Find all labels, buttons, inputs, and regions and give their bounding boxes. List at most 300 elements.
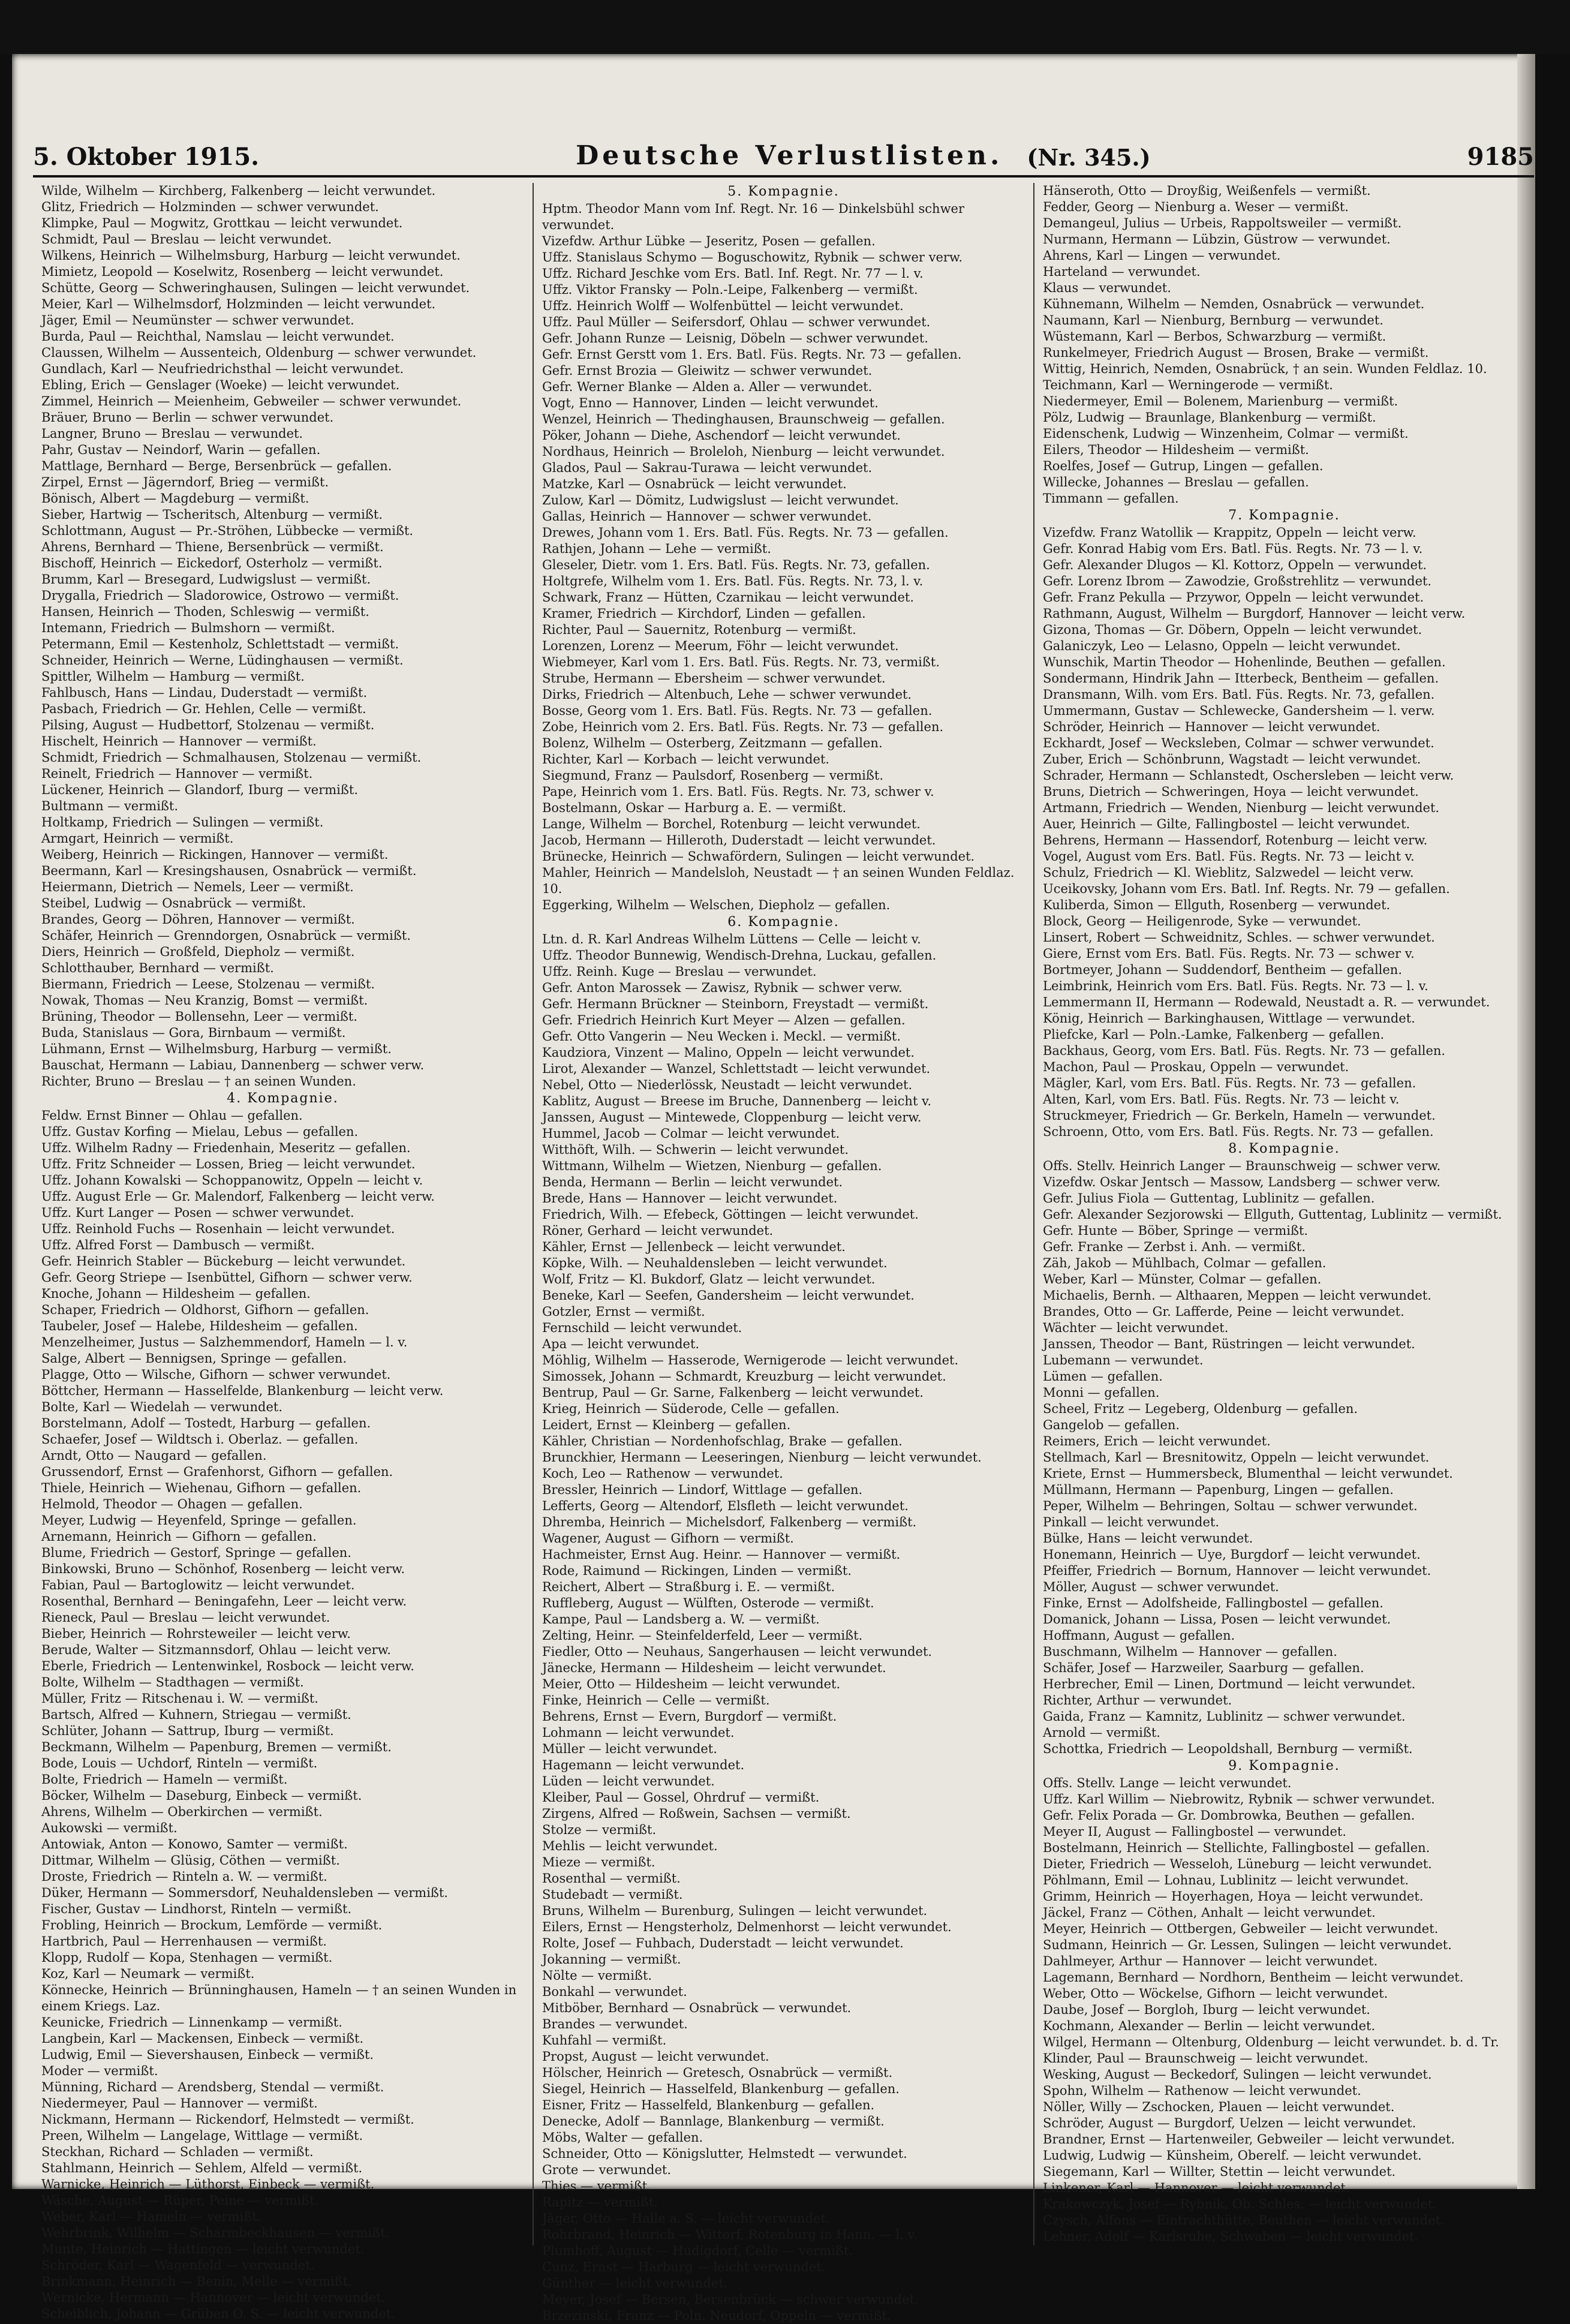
casualty-entry: Hoffmann, August — gefallen. bbox=[1043, 1628, 1235, 1643]
casualty-entry: Hummel, Jacob — Colmar — leicht verwundet. bbox=[542, 1126, 840, 1141]
casualty-entry: Grote — verwundet. bbox=[542, 2163, 672, 2177]
casualty-entry: Krakowczyk, Josef — Rybnik, Ob. Schles. — leicht verwundet. bbox=[1043, 2197, 1437, 2211]
casualty-entry: Aukowski — vermißt. bbox=[41, 1821, 178, 1835]
casualty-entry: Meyer, Heinrich — Ottbergen, Gebweiler — leicht verwundet. bbox=[1043, 1922, 1439, 1936]
casualty-entry: Janssen, Theodor — Bant, Rüstringen — leicht verwundet. bbox=[1043, 1337, 1415, 1351]
casualty-entry: Schröder, Karl — Wagenfeld — verwundet. bbox=[41, 2258, 315, 2272]
casualty-entry: Hansen, Heinrich — Thoden, Schleswig — vermißt. bbox=[41, 605, 369, 619]
header-rule bbox=[33, 175, 1534, 178]
casualty-entry: Eisner, Fritz — Hasselfeld, Blankenburg — gefallen. bbox=[542, 2098, 875, 2112]
casualty-entry: Bolenz, Wilhelm — Osterberg, Zeitzmann — gefallen. bbox=[542, 736, 883, 750]
casualty-entry: Kleiber, Paul — Gossel, Ohrdruf — vermißt. bbox=[542, 1790, 820, 1805]
casualty-entry: Glados, Paul — Sakrau-Turawa — leicht verwundet. bbox=[542, 461, 873, 475]
casualty-entry: Koz, Karl — Neumark — vermißt. bbox=[41, 1967, 255, 1981]
casualty-entry: Kuhfahl — vermißt. bbox=[542, 2033, 667, 2048]
casualty-entry: Matzke, Karl — Osnabrück — leicht verwundet. bbox=[542, 477, 847, 491]
casualty-entry: Nölte — vermißt. bbox=[542, 1968, 652, 1983]
casualty-entry: Mägler, Karl, vom Ers. Batl. Füs. Regts. Nr. 73 — gefallen. bbox=[1043, 1076, 1416, 1090]
casualty-entry: Bülke, Hans — leicht verwundet. bbox=[1043, 1531, 1253, 1546]
casualty-entry: Munte, Heinrich — Hattingen — leicht verwundet. bbox=[41, 2242, 365, 2256]
casualty-entry: Vizefdw. Oskar Jentsch — Massow, Landsberg — schwer verw. bbox=[1043, 1175, 1440, 1189]
casualty-entry: Hänseroth, Otto — Droyßig, Weißenfels — vermißt. bbox=[1043, 184, 1371, 198]
casualty-entry: Schlottmann, August — Pr.-Ströhen, Lübbecke — vermißt. bbox=[41, 524, 414, 538]
casualty-entry: Scheel, Fritz — Legeberg, Oldenburg — gefallen. bbox=[1043, 1402, 1358, 1416]
casualty-entry: Pilsing, August — Hudbettorf, Stolzenau — vermißt. bbox=[41, 718, 375, 732]
casualty-entry: Brüning, Theodor — Bollensehn, Leer — vermißt. bbox=[41, 1009, 357, 1024]
casualty-entry: Steibel, Ludwig — Osnabrück — vermißt. bbox=[41, 896, 306, 910]
casualty-entry: Strube, Hermann — Ebersheim — schwer verwundet. bbox=[542, 671, 886, 686]
casualty-entry: Dirks, Friedrich — Altenbuch, Lehe — schwer verwundet. bbox=[542, 687, 912, 702]
casualty-entry: Eilers, Theodor — Hildesheim — vermißt. bbox=[1043, 443, 1309, 457]
casualty-entry: Siegmund, Franz — Paulsdorf, Rosenberg — vermißt. bbox=[542, 768, 884, 783]
casualty-entry: Vogel, August vom Ers. Batl. Füs. Regts. Nr. 73 — leicht v. bbox=[1043, 849, 1415, 864]
casualty-entry: Nöller, Willy — Zschocken, Plauen — leicht verwundet. bbox=[1043, 2100, 1395, 2114]
casualty-entry: Schneider, Otto — Königslutter, Helmstedt — verwundet. bbox=[542, 2146, 907, 2161]
casualty-entry: Ahrens, Wilhelm — Oberkirchen — vermißt. bbox=[41, 1805, 323, 1819]
casualty-entry: Gefr. Konrad Habig vom Ers. Batl. Füs. Regts. Nr. 73 — l. v. bbox=[1043, 542, 1423, 556]
casualty-entry: Schröder, August — Burgdorf, Uelzen — leicht verwundet. bbox=[1043, 2116, 1416, 2130]
casualty-entry: Spohn, Wilhelm — Rathenow — leicht verwundet. bbox=[1043, 2084, 1361, 2098]
casualty-entry: Offs. Stellv. Lange — leicht verwundet. bbox=[1043, 1776, 1292, 1790]
casualty-entry: Kochmann, Alexander — Berlin — leicht verwundet. bbox=[1043, 2019, 1376, 2033]
casualty-entry: Holtkamp, Friedrich — Sulingen — vermißt. bbox=[41, 815, 324, 829]
casualty-entry: Feldw. Ernst Binner — Ohlau — gefallen. bbox=[41, 1108, 303, 1123]
casualty-entry: Vizefdw. Franz Watollik — Krappitz, Oppeln — leicht verw. bbox=[1043, 525, 1416, 540]
casualty-entry: Lagemann, Bernhard — Nordhorn, Bentheim — leicht verwundet. bbox=[1043, 1970, 1464, 1985]
casualty-entry: Schulz, Friedrich — Kl. Wieblitz, Salzwedel — leicht verw. bbox=[1043, 865, 1414, 880]
casualty-entry: Meier, Otto — Hildesheim — leicht verwundet. bbox=[542, 1677, 841, 1691]
casualty-entry: Weiberg, Heinrich — Rickingen, Hannover — vermißt. bbox=[41, 847, 389, 862]
casualty-entry: Stahlmann, Heinrich — Sehlem, Alfeld — vermißt. bbox=[41, 2161, 363, 2175]
casualty-entry: Schütte, Georg — Schweringhausen, Sulingen — leicht verwundet. bbox=[41, 281, 470, 295]
casualty-entry: Schaper, Friedrich — Oldhorst, Gifhorn — gefallen. bbox=[41, 1303, 369, 1317]
casualty-entry: Wilde, Wilhelm — Kirchberg, Falkenberg — leicht verwundet. bbox=[41, 184, 436, 198]
casualty-entry: Gefr. Werner Blanke — Alden a. Aller — verwundet. bbox=[542, 380, 873, 394]
casualty-entry: Brünecke, Heinrich — Schwafördern, Sulingen — leicht verwundet. bbox=[542, 849, 975, 864]
casualty-entry: Struckmeyer, Friedrich — Gr. Berkeln, Hameln — verwundet. bbox=[1043, 1108, 1436, 1123]
casualty-entry: Menzelheimer, Justus — Salzhemmendorf, Hameln — l. v. bbox=[41, 1335, 408, 1349]
casualty-entry: Holtgrefe, Wilhelm vom 1. Ers. Batl. Füs. Regts. Nr. 73, l. v. bbox=[542, 574, 924, 588]
casualty-entry: Richter, Paul — Sauernitz, Rotenburg — vermißt. bbox=[542, 623, 856, 637]
casualty-columns bbox=[33, 183, 1534, 2323]
casualty-entry: Armgart, Heinrich — vermißt. bbox=[41, 831, 234, 846]
casualty-entry: Drygalla, Friedrich — Sladorowice, Ostrowo — vermißt. bbox=[41, 588, 399, 603]
casualty-entry: Uffz. Karl Willim — Niebrowitz, Rybnik — schwer verwundet. bbox=[1043, 1792, 1435, 1806]
casualty-entry: Behrens, Hermann — Hassendorf, Rotenburg — leicht verw. bbox=[1043, 833, 1428, 847]
casualty-entry: Rieneck, Paul — Breslau — leicht verwundet. bbox=[41, 1610, 330, 1625]
casualty-entry: Klinder, Paul — Braunschweig — leicht verwundet. bbox=[1043, 2051, 1369, 2066]
casualty-entry: Keunicke, Friedrich — Linnenkamp — vermißt. bbox=[41, 2015, 342, 2030]
casualty-entry: Scheiblich, Johann — Grüben O. S. — leicht verwundet. bbox=[41, 2307, 395, 2321]
casualty-entry: Mitböber, Bernhard — Osnabrück — verwundet. bbox=[542, 2001, 852, 2015]
casualty-entry: Apa — leicht verwundet. bbox=[542, 1337, 700, 1351]
casualty-entry: Gefr. Alexander Dlugos — Kl. Kottorz, Oppeln — verwundet. bbox=[1043, 558, 1427, 572]
casualty-entry: Daube, Josef — Borgloh, Iburg — leicht verwundet. bbox=[1043, 2003, 1370, 2017]
issue-number: (Nr. 345.) bbox=[1027, 144, 1151, 171]
casualty-entry: Kramer, Friedrich — Kirchdorf, Linden — gefallen. bbox=[542, 606, 866, 621]
casualty-entry: Stellmach, Karl — Bresnitowitz, Oppeln — leicht verwundet. bbox=[1043, 1450, 1430, 1465]
casualty-entry: Lehner, Adolf — Karlsruhe, Schwaben — leicht verwundet. bbox=[1043, 2229, 1419, 2244]
casualty-entry: Kähler, Christian — Nordenhofschlag, Brake — gefallen. bbox=[542, 1434, 903, 1448]
casualty-entry: Arnold — vermißt. bbox=[1043, 1725, 1160, 1740]
casualty-entry: Sondermann, Hindrik Jahn — Itterbeck, Bentheim — gefallen. bbox=[1043, 671, 1439, 686]
casualty-entry: Richter, Bruno — Breslau — † an seinen Wunden. bbox=[41, 1074, 356, 1089]
casualty-entry: Gefr. Felix Porada — Gr. Dombrowka, Beuthen — gefallen. bbox=[1043, 1808, 1415, 1823]
casualty-entry: Finke, Ernst — Adolfsheide, Fallingbostel — gefallen. bbox=[1043, 1596, 1383, 1610]
casualty-entry: Backhaus, Georg, vom Ers. Batl. Füs. Regts. Nr. 73 — gefallen. bbox=[1043, 1044, 1446, 1058]
casualty-entry: Hartbrich, Paul — Herrenhausen — vermißt. bbox=[41, 1934, 327, 1949]
casualty-entry: Köpke, Wilh. — Neuhaldensleben — leicht verwundet. bbox=[542, 1256, 888, 1270]
casualty-entry: Zobe, Heinrich vom 2. Ers. Batl. Füs. Regts. Nr. 73 — gefallen. bbox=[542, 720, 944, 734]
company-heading: 9. Kompagnie. bbox=[1228, 1758, 1340, 1773]
casualty-entry: Dahlmeyer, Arthur — Hannover — leicht verwundet. bbox=[1043, 1954, 1378, 1968]
casualty-entry: Kähler, Ernst — Jellenbeck — leicht verwundet. bbox=[542, 1240, 846, 1254]
casualty-entry: Ummermann, Gustav — Schlewecke, Gandersheim — l. verw. bbox=[1043, 703, 1435, 718]
casualty-entry: Honemann, Heinrich — Uye, Burgdorf — leicht verwundet. bbox=[1043, 1547, 1421, 1562]
casualty-entry: Mahler, Heinrich — Mandelsloh, Neustadt — † an seinen Wunden Feldlaz. 10. bbox=[542, 865, 1015, 896]
casualty-entry: Eilers, Ernst — Hengsterholz, Delmenhorst — leicht verwundet. bbox=[542, 1920, 952, 1934]
casualty-entry: Brunckhier, Hermann — Leeseringen, Nienburg — leicht verwundet. bbox=[542, 1450, 982, 1465]
company-heading: 5. Kompagnie. bbox=[727, 184, 840, 199]
casualty-entry: Steckhan, Richard — Schladen — vermißt. bbox=[41, 2145, 314, 2159]
casualty-entry: Spittler, Wilhelm — Hamburg — vermißt. bbox=[41, 669, 305, 684]
casualty-entry: Teichmann, Karl — Werningerode — vermißt. bbox=[1043, 378, 1333, 392]
company-heading: 7. Kompagnie. bbox=[1228, 508, 1340, 523]
casualty-entry: Naumann, Karl — Nienburg, Bernburg — verwundet. bbox=[1043, 313, 1383, 327]
casualty-entry: Grussendorf, Ernst — Grafenhorst, Gifhorn — gefallen. bbox=[41, 1465, 393, 1479]
casualty-entry: Uffz. August Erle — Gr. Malendorf, Falkenberg — leicht verw. bbox=[41, 1189, 435, 1204]
casualty-entry: Wiebmeyer, Karl vom 1. Ers. Batl. Füs. Regts. Nr. 73, vermißt. bbox=[542, 655, 940, 669]
casualty-entry: Arnemann, Heinrich — Gifhorn — gefallen. bbox=[41, 1529, 317, 1544]
casualty-entry: Jacob, Hermann — Hilleroth, Duderstadt — leicht verwundet. bbox=[542, 833, 936, 847]
casualty-entry: Behrens, Ernst — Evern, Burgdorf — vermißt. bbox=[542, 1709, 837, 1724]
casualty-entry: Gizona, Thomas — Gr. Döbern, Oppeln — leicht verwundet. bbox=[1043, 623, 1422, 637]
page-number: 9185 bbox=[1467, 143, 1534, 171]
page-header bbox=[33, 129, 1534, 171]
casualty-entry: Claussen, Wilhelm — Aussenteich, Oldenburg — schwer verwundet. bbox=[41, 345, 477, 360]
casualty-entry: Brandes, Georg — Döhren, Hannover — vermißt. bbox=[41, 912, 355, 927]
casualty-entry: Dieter, Friedrich — Wesseloh, Lüneburg — leicht verwundet. bbox=[1043, 1857, 1432, 1871]
casualty-entry: Bolte, Wilhelm — Stadthagen — vermißt. bbox=[41, 1675, 304, 1689]
casualty-entry: Friedrich, Wilh. — Efebeck, Göttingen — leicht verwundet. bbox=[542, 1207, 919, 1222]
casualty-entry: Gefr. Georg Striepe — Isenbüttel, Gifhorn — schwer verw. bbox=[41, 1270, 413, 1285]
casualty-entry: Möller, August — schwer verwundet. bbox=[1043, 1580, 1279, 1594]
casualty-entry: Schlotthauber, Bernhard — vermißt. bbox=[41, 961, 274, 975]
casualty-entry: Fahlbusch, Hans — Lindau, Duderstadt — vermißt. bbox=[41, 686, 368, 700]
casualty-entry: Willecke, Johannes — Breslau — gefallen. bbox=[1043, 475, 1309, 489]
casualty-entry: Bostelmann, Heinrich — Stellichte, Fallingbostel — gefallen. bbox=[1043, 1841, 1430, 1855]
casualty-entry: Bultmann — vermißt. bbox=[41, 799, 179, 813]
casualty-entry: Artmann, Friedrich — Wenden, Nienburg — leicht verwundet. bbox=[1043, 801, 1440, 815]
casualty-entry: König, Heinrich — Barkinghausen, Wittlage — verwundet. bbox=[1043, 1011, 1415, 1026]
casualty-entry: Langner, Bruno — Breslau — verwundet. bbox=[41, 426, 303, 441]
casualty-entry: Bönisch, Albert — Magdeburg — vermißt. bbox=[41, 491, 309, 506]
casualty-entry: Wunschik, Martin Theodor — Hohenlinde, Beuthen — gefallen. bbox=[1043, 655, 1446, 669]
casualty-entry: Rohrbrand, Heinrich — Wittorf, Rotenburg in Hann. — l. v. bbox=[542, 2227, 918, 2242]
casualty-entry: Uffz. Richard Jeschke vom Ers. Batl. Inf. Regt. Nr. 77 — l. v. bbox=[542, 266, 924, 281]
casualty-entry: Gotzler, Ernst — vermißt. bbox=[542, 1304, 705, 1319]
casualty-entry: Diers, Heinrich — Großfeld, Diepholz — vermißt. bbox=[41, 945, 355, 959]
casualty-entry: Harteland — verwundet. bbox=[1043, 264, 1201, 279]
casualty-entry: Meyer II, August — Fallingbostel — verwundet. bbox=[1043, 1824, 1347, 1839]
casualty-entry: Gefr. Anton Marossek — Zawisz, Rybnik — schwer verw. bbox=[542, 981, 903, 995]
casualty-entry: Dittmar, Wilhelm — Glüsig, Cöthen — vermißt. bbox=[41, 1853, 340, 1868]
casualty-entry: Zulow, Karl — Dömitz, Ludwigslust — leicht verwundet. bbox=[542, 493, 899, 507]
casualty-entry: Müller — leicht verwundet. bbox=[542, 1742, 717, 1756]
casualty-entry: Pöhlmann, Emil — Lohnau, Lublinitz — leicht verwundet. bbox=[1043, 1873, 1409, 1887]
casualty-entry: Linsert, Robert — Schweidnitz, Schles. — schwer verwundet. bbox=[1043, 930, 1435, 945]
casualty-entry: Pöker, Johann — Diehe, Aschendorf — leicht verwundet. bbox=[542, 428, 901, 443]
casualty-entry: Gleseler, Dietr. vom 1. Ers. Batl. Füs. Regts. Nr. 73, gefallen. bbox=[542, 558, 930, 572]
casualty-entry: Michaelis, Bernh. — Althaaren, Meppen — leicht verwundet. bbox=[1043, 1288, 1431, 1303]
casualty-entry: Bolte, Karl — Wiedelah — verwundet. bbox=[41, 1400, 283, 1414]
casualty-entry: Alten, Karl, vom Ers. Batl. Füs. Regts. Nr. 73 — leicht v. bbox=[1043, 1092, 1400, 1107]
casualty-entry: Ahrens, Bernhard — Thiene, Bersenbrück — vermißt. bbox=[41, 540, 384, 554]
casualty-entry: Beermann, Karl — Kresingshausen, Osnabrück — vermißt. bbox=[41, 864, 417, 878]
casualty-entry: Ltn. d. R. Karl Andreas Wilhelm Lüttens — Celle — leicht v. bbox=[542, 932, 921, 946]
casualty-entry: Herbrecher, Emil — Linen, Dortmund — leicht verwundet. bbox=[1043, 1677, 1416, 1691]
casualty-entry: Bartsch, Alfred — Kuhnern, Striegau — vermißt. bbox=[41, 1707, 351, 1722]
casualty-entry: Rathmann, August, Wilhelm — Burgdorf, Hannover — leicht verw. bbox=[1043, 606, 1466, 621]
casualty-entry: Wäsche, August — Rüper, Peine — vermißt. bbox=[41, 2193, 319, 2208]
casualty-entry: Monni — gefallen. bbox=[1043, 1385, 1160, 1400]
casualty-entry: Intemann, Friedrich — Bulmshorn — vermißt. bbox=[41, 621, 335, 635]
casualty-entry: Burda, Paul — Reichthal, Namslau — leicht verwundet. bbox=[41, 329, 395, 344]
casualty-entry: Bonkahl — verwundet. bbox=[542, 1985, 687, 1999]
casualty-entry: Beneke, Karl — Seefen, Gandersheim — leicht verwundet. bbox=[542, 1288, 915, 1303]
casualty-entry: Wagener, August — Gifhorn — vermißt. bbox=[542, 1531, 794, 1546]
casualty-entry: Linkener, Karl — Hannover — leicht verwundet. bbox=[1043, 2181, 1350, 2195]
casualty-entry: Günther — leicht verwundet. bbox=[542, 2276, 728, 2290]
company-heading: 6. Kompagnie. bbox=[727, 915, 840, 930]
casualty-entry: Bentrup, Paul — Gr. Sarne, Falkenberg — leicht verwundet. bbox=[542, 1385, 924, 1400]
casualty-entry: Richter, Arthur — verwundet. bbox=[1043, 1693, 1232, 1707]
casualty-entry: Jokanning — vermißt. bbox=[542, 1952, 681, 1967]
casualty-entry: Krieg, Heinrich — Süderode, Celle — gefallen. bbox=[542, 1402, 840, 1416]
casualty-entry: Schrader, Hermann — Schlanstedt, Oschersleben — leicht verw. bbox=[1043, 768, 1454, 783]
casualty-entry: Berude, Walter — Sitzmannsdorf, Ohlau — leicht verw. bbox=[41, 1643, 391, 1657]
casualty-entry: Schwark, Franz — Hütten, Czarnikau — leicht verwundet. bbox=[542, 590, 915, 605]
casualty-entry: Helmold, Theodor — Ohagen — gefallen. bbox=[41, 1497, 303, 1511]
casualty-entry: Sieber, Hartwig — Tscheritsch, Altenburg — vermißt. bbox=[41, 507, 383, 522]
casualty-entry: Niedermeyer, Emil — Bolenem, Marienburg — vermißt. bbox=[1043, 394, 1398, 408]
casualty-entry: Könnecke, Heinrich — Brünninghausen, Hameln — † an seinen Wunden in einem Kriegs. Laz. bbox=[41, 1983, 517, 2013]
casualty-entry: Pölz, Ludwig — Braunlage, Blankenburg — vermißt. bbox=[1043, 410, 1376, 425]
casualty-entry: Weber, Otto — Wöckelse, Gifhorn — leicht verwundet. bbox=[1043, 1986, 1388, 2001]
casualty-entry: Brzezinski, Franz — Poln. Neudorf, Oppeln — vermißt. bbox=[542, 2308, 891, 2323]
casualty-entry: Droste, Friedrich — Rinteln a. W. — vermißt. bbox=[41, 1869, 327, 1884]
casualty-entry: Rapitz — vermißt. bbox=[542, 2195, 658, 2209]
casualty-entry: Cunz, Ernst — Harburg — leicht verwundet. bbox=[542, 2260, 826, 2274]
casualty-entry: Reimers, Erich — leicht verwundet. bbox=[1043, 1434, 1271, 1448]
casualty-entry: Böttcher, Hermann — Hasselfelde, Blankenburg — leicht verw. bbox=[41, 1384, 444, 1398]
casualty-entry: Müllmann, Hermann — Papenburg, Lingen — gefallen. bbox=[1043, 1483, 1394, 1497]
casualty-entry: Münning, Richard — Arendsberg, Stendal — vermißt. bbox=[41, 2080, 384, 2094]
casualty-entry: Offs. Stellv. Heinrich Langer — Braunschweig — schwer verw. bbox=[1043, 1159, 1441, 1173]
casualty-entry: Möhlig, Wilhelm — Hasserode, Wernigerode — leicht verwundet. bbox=[542, 1353, 959, 1367]
casualty-entry: Thies — vermißt. bbox=[542, 2179, 651, 2193]
casualty-entry: Schroenn, Otto, vom Ers. Batl. Füs. Regts. Nr. 73 — gefallen. bbox=[1043, 1125, 1434, 1139]
casualty-entry: Grimm, Heinrich — Hoyerhagen, Hoya — leicht verwundet. bbox=[1043, 1889, 1424, 1904]
casualty-entry: Dransmann, Wilh. vom Ers. Batl. Füs. Regts. Nr. 73, gefallen. bbox=[1043, 687, 1435, 702]
casualty-entry: Schröder, Heinrich — Hannover — leicht verwundet. bbox=[1043, 720, 1380, 734]
casualty-entry: Gaida, Franz — Kamnitz, Lublinitz — schwer verwundet. bbox=[1043, 1709, 1406, 1724]
casualty-entry: Jäger, Emil — Neumünster — schwer verwundet. bbox=[41, 313, 354, 327]
casualty-entry: Peper, Wilhelm — Behringen, Soltau — schwer verwundet. bbox=[1043, 1499, 1418, 1513]
casualty-entry: Schmidt, Friedrich — Schmalhausen, Stolzenau — vermißt. bbox=[41, 750, 422, 765]
casualty-entry: Bruns, Dietrich — Schweringen, Hoya — leicht verwundet. bbox=[1043, 784, 1419, 799]
casualty-entry: Klimpke, Paul — Mogwitz, Grottkau — leicht verwundet. bbox=[41, 216, 403, 230]
casualty-entry: Lange, Wilhelm — Borchel, Rotenburg — leicht verwundet. bbox=[542, 817, 921, 831]
casualty-entry: Plagge, Otto — Wilsche, Gifhorn — schwer verwundet. bbox=[41, 1367, 391, 1382]
header-center bbox=[576, 140, 1150, 171]
casualty-entry: Böcker, Wilhelm — Daseburg, Einbeck — vermißt. bbox=[41, 1788, 362, 1803]
casualty-entry: Wittmann, Wilhelm — Wietzen, Nienburg — gefallen. bbox=[542, 1159, 882, 1173]
casualty-entry: Gefr. Heinrich Stabler — Bückeburg — leicht verwundet. bbox=[41, 1254, 406, 1268]
casualty-entry: Block, Georg — Heiligenrode, Syke — verwundet. bbox=[1043, 914, 1361, 928]
casualty-entry: Ahrens, Karl — Lingen — verwundet. bbox=[1043, 248, 1281, 263]
company-heading: 4. Kompagnie. bbox=[227, 1091, 339, 1106]
casualty-entry: Ludwig, Emil — Sievershausen, Einbeck — vermißt. bbox=[41, 2048, 374, 2062]
casualty-entry: Frobling, Heinrich — Brockum, Lemförde — vermißt. bbox=[41, 1918, 383, 1932]
casualty-entry: Lemmermann II, Hermann — Rodewald, Neustadt a. R. — verwundet. bbox=[1043, 995, 1490, 1009]
casualty-entry: Czysch, Alfons — Eintrachthütte, Beuthen — leicht verwundet. bbox=[1043, 2213, 1445, 2227]
casualty-entry: Taubeler, Josef — Halebe, Hildesheim — gefallen. bbox=[41, 1319, 358, 1333]
casualty-entry: Gefr. Johann Runze — Leisnig, Döbeln — schwer verwundet. bbox=[542, 331, 928, 345]
casualty-entry: Wilkens, Heinrich — Wilhelmsburg, Harburg — leicht verwundet. bbox=[41, 248, 461, 263]
casualty-entry: Brandes, Otto — Gr. Lafferde, Peine — leicht verwundet. bbox=[1043, 1304, 1404, 1319]
casualty-entry: Jäger, Otto — Halle a. S. — leicht verwundet. bbox=[542, 2211, 830, 2226]
casualty-entry: Schäfer, Heinrich — Grenndorgen, Osnabrück — vermißt. bbox=[41, 928, 411, 943]
casualty-entry: Meier, Karl — Wilhelmsdorf, Holzminden — leicht verwundet. bbox=[41, 297, 436, 311]
casualty-entry: Uffz. Heinrich Wolff — Wolfenbüttel — leicht verwundet. bbox=[542, 299, 904, 313]
casualty-entry: Gefr. Otto Vangerin — Neu Wecken i. Meckl. — vermißt. bbox=[542, 1029, 901, 1044]
casualty-entry: Hptm. Theodor Mann vom Inf. Regt. Nr. 16 — Dinkelsbühl schwer verwundet. bbox=[542, 202, 965, 232]
casualty-entry: Wolf, Fritz — Kl. Bukdorf, Glatz — leicht verwundet. bbox=[542, 1272, 876, 1286]
casualty-entry: Pahr, Gustav — Neindorf, Warin — gefallen. bbox=[41, 443, 321, 457]
company-heading: 8. Kompagnie. bbox=[1228, 1141, 1340, 1156]
casualty-entry: Bauschat, Hermann — Labiau, Dannenberg — schwer verw. bbox=[41, 1058, 425, 1072]
casualty-entry: Dhremba, Heinrich — Michelsdorf, Falkenberg — vermißt. bbox=[542, 1515, 917, 1529]
casualty-entry: Wilgel, Hermann — Oltenburg, Oldenburg — leicht verwundet. b. d. Tr. bbox=[1043, 2035, 1499, 2049]
casualty-entry: Benda, Hermann — Berlin — leicht verwundet. bbox=[542, 1175, 843, 1189]
casualty-entry: Biermann, Friedrich — Leese, Stolzenau — vermißt. bbox=[41, 977, 375, 991]
casualty-entry: Zäh, Jakob — Mühlbach, Colmar — gefallen. bbox=[1043, 1256, 1327, 1270]
casualty-entry: Uffz. Reinhold Fuchs — Rosenhain — leicht verwundet. bbox=[41, 1222, 395, 1236]
casualty-entry: Gefr. Lorenz Ibrom — Zawodzie, Großstrehlitz — verwundet. bbox=[1043, 574, 1432, 588]
casualty-entry: Rolte, Josef — Fuhbach, Duderstadt — leicht verwundet. bbox=[542, 1936, 904, 1950]
casualty-entry: Lohmann — leicht verwundet. bbox=[542, 1725, 735, 1740]
casualty-entry: Gefr. Alexander Sezjorowski — Ellguth, Guttentag, Lublinitz — vermißt. bbox=[1043, 1207, 1502, 1222]
casualty-entry: Beckmann, Wilhelm — Papenburg, Bremen — vermißt. bbox=[41, 1740, 392, 1754]
casualty-entry: Pape, Heinrich vom 1. Ers. Batl. Füs. Regts. Nr. 73, schwer v. bbox=[542, 784, 934, 799]
casualty-entry: Buda, Stanislaus — Gora, Birnbaum — vermißt. bbox=[41, 1026, 346, 1040]
casualty-entry: Studebadt — vermißt. bbox=[542, 1887, 683, 1902]
casualty-entry: Nickmann, Hermann — Rickendorf, Helmstedt — vermißt. bbox=[41, 2112, 414, 2127]
casualty-entry: Fischer, Gustav — Lindhorst, Rinteln — vermißt. bbox=[41, 1902, 352, 1916]
casualty-entry: Richter, Karl — Korbach — leicht verwundet. bbox=[542, 752, 830, 766]
casualty-entry: Wehrbrink, Wilhelm — Scharmbeckhausen — vermißt. bbox=[41, 2226, 390, 2240]
casualty-entry: Propst, August — leicht verwundet. bbox=[542, 2049, 769, 2064]
column-3 bbox=[1034, 183, 1534, 2245]
casualty-entry: Klaus — verwundet. bbox=[1043, 281, 1171, 295]
casualty-entry: Kühnemann, Wilhelm — Nemden, Osnabrück — verwundet. bbox=[1043, 297, 1425, 311]
casualty-entry: Lümen — gefallen. bbox=[1043, 1369, 1163, 1384]
casualty-entry: Gangelob — gefallen. bbox=[1043, 1418, 1180, 1432]
casualty-entry: Lorenzen, Lorenz — Meerum, Föhr — leicht verwundet. bbox=[542, 639, 899, 653]
casualty-entry: Uffz. Theodor Bunnewig, Wendisch-Drehna, Luckau, gefallen. bbox=[542, 948, 937, 963]
casualty-entry: Schaefer, Josef — Wildtsch i. Oberlaz. — gefallen. bbox=[41, 1432, 359, 1447]
casualty-entry: Salge, Albert — Bennigsen, Springe — gefallen. bbox=[41, 1351, 347, 1366]
casualty-entry: Domanick, Johann — Lissa, Posen — leicht verwundet. bbox=[1043, 1612, 1391, 1627]
casualty-entry: Gefr. Ernst Gerstt vom 1. Ers. Batl. Füs. Regts. Nr. 73 — gefallen. bbox=[542, 347, 962, 362]
casualty-entry: Eckhardt, Josef — Wecksleben, Colmar — schwer verwundet. bbox=[1043, 736, 1434, 750]
casualty-entry: Schäfer, Josef — Harzweiler, Saarburg — gefallen. bbox=[1043, 1661, 1364, 1675]
casualty-entry: Ludwig, Ludwig — Künsheim, Oberelf. — leicht verwundet. bbox=[1043, 2148, 1422, 2163]
casualty-entry: Wüstemann, Karl — Berbos, Schwarzburg — vermißt. bbox=[1043, 329, 1386, 344]
casualty-entry: Bruns, Wilhelm — Burenburg, Sulingen — leicht verwundet. bbox=[542, 1904, 928, 1918]
casualty-entry: Ruffleberg, August — Wülften, Osterode — vermißt. bbox=[542, 1596, 874, 1610]
casualty-entry: Uffz. Wilhelm Radny — Friedenhain, Meseritz — gefallen. bbox=[41, 1141, 411, 1155]
casualty-entry: Janssen, August — Mintewede, Cloppenburg — leicht verw. bbox=[542, 1110, 922, 1125]
casualty-entry: Nebel, Otto — Niederlössk, Neustadt — leicht verwundet. bbox=[542, 1078, 913, 1092]
casualty-entry: Uffz. Paul Müller — Seifersdorf, Ohlau — schwer verwundet. bbox=[542, 315, 931, 329]
casualty-entry: Lubemann — verwundet. bbox=[1043, 1353, 1204, 1367]
casualty-entry: Rosenthal, Bernhard — Beningafehn, Leer — leicht verw. bbox=[41, 1594, 407, 1609]
casualty-entry: Zuber, Erich — Schönbrunn, Wagstadt — leicht verwundet. bbox=[1043, 752, 1421, 766]
casualty-entry: Machon, Paul — Proskau, Oppeln — verwundet. bbox=[1043, 1060, 1349, 1074]
casualty-entry: Drewes, Johann vom 1. Ers. Batl. Füs. Regts. Nr. 73 — gefallen. bbox=[542, 525, 949, 540]
publication-title: Deutsche Verlustlisten. bbox=[576, 140, 1003, 171]
casualty-entry: Moder — vermißt. bbox=[41, 2064, 158, 2078]
casualty-entry: Uffz. Fritz Schneider — Lossen, Brieg — leicht verwundet. bbox=[41, 1157, 416, 1171]
casualty-entry: Brede, Hans — Hannover — leicht verwundet. bbox=[542, 1191, 838, 1205]
casualty-entry: Wesking, August — Beckedorf, Sulingen — leicht verwundet. bbox=[1043, 2067, 1432, 2082]
casualty-entry: Pasbach, Friedrich — Gr. Hehlen, Celle — vermißt. bbox=[41, 702, 366, 716]
casualty-entry: Galaniczyk, Leo — Lelasno, Oppeln — leicht verwundet. bbox=[1043, 639, 1401, 653]
casualty-entry: Gefr. Julius Fiola — Guttentag, Lublinitz — gefallen. bbox=[1043, 1191, 1375, 1205]
casualty-entry: Uffz. Reinh. Kuge — Breslau — verwundet. bbox=[542, 964, 817, 979]
casualty-entry: Siegemann, Karl — Willter, Stettin — leicht verwundet. bbox=[1043, 2164, 1396, 2179]
casualty-entry: Schlüter, Johann — Sattrup, Iburg — vermißt. bbox=[41, 1724, 334, 1738]
casualty-entry: Schmidt, Paul — Breslau — leicht verwundet. bbox=[41, 232, 332, 246]
casualty-entry: Schneider, Heinrich — Werne, Lüdinghausen — vermißt. bbox=[41, 653, 404, 668]
casualty-entry: Gefr. Franke — Zerbst i. Anh. — vermißt. bbox=[1043, 1240, 1306, 1254]
casualty-entry: Wächter — leicht verwundet. bbox=[1043, 1321, 1229, 1335]
casualty-entry: Lirot, Alexander — Wanzel, Schlettstadt — leicht verwundet. bbox=[542, 1062, 931, 1076]
casualty-entry: Finke, Heinrich — Celle — vermißt. bbox=[542, 1693, 770, 1707]
casualty-entry: Kuliberda, Simon — Ellguth, Rosenberg — verwundet. bbox=[1043, 898, 1391, 912]
casualty-entry: Pinkall — leicht verwundet. bbox=[1043, 1515, 1219, 1529]
casualty-entry: Zelting, Heinr. — Steinfelderfeld, Leer — vermißt. bbox=[542, 1628, 863, 1643]
casualty-entry: Glitz, Friedrich — Holzminden — schwer verwundet. bbox=[41, 200, 379, 214]
casualty-entry: Brumm, Karl — Bresegard, Ludwigslust — vermißt. bbox=[41, 572, 371, 587]
casualty-entry: Klopp, Rudolf — Kopa, Stenhagen — vermißt. bbox=[41, 1950, 333, 1965]
casualty-entry: Hischelt, Heinrich — Hannover — vermißt. bbox=[41, 734, 317, 748]
casualty-entry: Mieze — vermißt. bbox=[542, 1855, 655, 1869]
casualty-entry: Plumhoff, August — Hudigdorf, Celle — vermißt. bbox=[542, 2244, 853, 2258]
casualty-entry: Langbein, Karl — Mackensen, Einbeck — vermißt. bbox=[41, 2031, 364, 2046]
casualty-entry: Petermann, Emil — Kestenholz, Schlettstadt — vermißt. bbox=[41, 637, 399, 651]
casualty-entry: Wenzel, Heinrich — Thedinghausen, Braunschweig — gefallen. bbox=[542, 412, 945, 426]
casualty-entry: Eberle, Friedrich — Lentenwinkel, Rosbock — leicht verw. bbox=[41, 1659, 414, 1673]
casualty-entry: Zirgens, Alfred — Roßwein, Sachsen — vermißt. bbox=[542, 1806, 851, 1821]
casualty-entry: Bode, Louis — Uchdorf, Rinteln — vermißt. bbox=[41, 1756, 318, 1770]
casualty-entry: Nurmann, Hermann — Lübzin, Güstrow — verwundet. bbox=[1043, 232, 1391, 246]
column-2 bbox=[534, 183, 1034, 2323]
casualty-entry: Buschmann, Wilhelm — Hannover — gefallen. bbox=[1043, 1644, 1337, 1659]
casualty-entry: Bolte, Friedrich — Hameln — vermißt. bbox=[41, 1772, 288, 1787]
